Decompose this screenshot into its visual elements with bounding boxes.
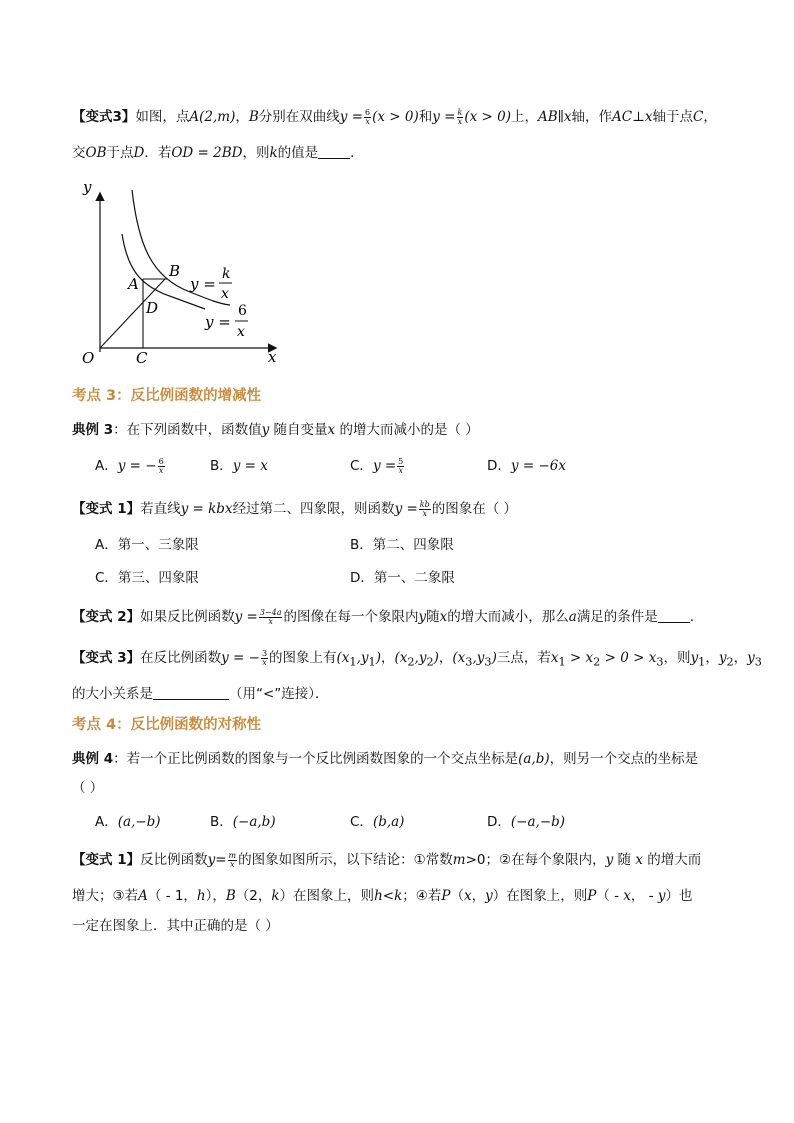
ex3-option-a[interactable] — [95, 456, 166, 476]
math: A(2,m) — [189, 109, 236, 125]
text: ．若 — [144, 145, 172, 161]
numerator: 6 — [158, 456, 164, 466]
text: D． — [487, 458, 511, 474]
v4-question-line1 — [72, 850, 701, 870]
math: OD = 2BD — [171, 145, 243, 161]
math: ,y — [414, 650, 427, 666]
numerator: 3−4a — [259, 607, 282, 617]
ex3-question — [72, 420, 479, 440]
answer-blank — [318, 144, 350, 159]
numerator: m — [228, 850, 237, 860]
numerator: k — [457, 107, 463, 117]
fraction — [158, 458, 165, 475]
math: ) — [433, 650, 439, 666]
text: 交 — [72, 145, 86, 161]
subscript: 2 — [426, 655, 434, 669]
math: h — [374, 888, 383, 904]
math: C — [692, 109, 704, 125]
v3-question-line1 — [72, 648, 762, 673]
math: ) — [491, 650, 497, 666]
q1-tag: 【变式3】 — [72, 109, 136, 125]
math: y — [418, 609, 427, 625]
subscript: 3 — [656, 655, 664, 669]
inequality — [550, 650, 664, 669]
math: y = — [339, 109, 364, 125]
math: P — [441, 888, 451, 904]
text: （ - — [596, 888, 624, 904]
ex3-option-b[interactable] — [210, 456, 268, 476]
ex3-tag: 典例 3 — [72, 422, 114, 438]
answer-blank — [658, 608, 690, 623]
point-1 — [336, 650, 381, 669]
math: y = −6x — [510, 458, 566, 474]
curve-k-num: k — [222, 266, 231, 282]
denominator: x — [422, 508, 428, 518]
text: ． — [689, 609, 704, 625]
text: >0；②在每个象限内， — [465, 852, 606, 868]
math: y — [690, 650, 699, 666]
subscript: 1 — [698, 655, 706, 669]
v4-tag: 【变式 1】 — [72, 852, 141, 868]
text: ：在下列函数中，函数值 — [113, 422, 262, 438]
y-axis-label: y — [83, 178, 92, 196]
math: ,y — [472, 650, 485, 666]
curve-6-num: 6 — [238, 303, 247, 319]
text: C． — [350, 458, 373, 474]
text: ， — [235, 109, 249, 125]
text: ，则 — [663, 650, 691, 666]
hyperbola-graph — [70, 172, 290, 367]
text: 若直线 — [140, 501, 181, 517]
text: 的增大而减小的是（ ） — [335, 422, 479, 438]
section-3-title: 考点 3：反比例函数的增减性 — [72, 388, 262, 404]
ex4-option-a[interactable] — [95, 812, 161, 832]
v1-tag: 【变式 1】 — [72, 501, 141, 517]
text: 分别在双曲线 — [258, 109, 340, 125]
math: x — [623, 888, 631, 904]
curve-6-label: y = — [205, 313, 231, 331]
math: (x — [452, 650, 466, 666]
text: 的大小关系是 — [72, 686, 153, 702]
answer-blank — [153, 685, 229, 700]
numerator: 6 — [365, 107, 371, 117]
text: ）在图象上，则 — [279, 888, 375, 904]
denominator: x — [262, 657, 267, 667]
section-4-title: 考点 4：反比例函数的对称性 — [72, 717, 262, 733]
text: （ — [450, 888, 464, 904]
label-a: A — [128, 275, 139, 293]
text: ． — [350, 145, 364, 161]
text: 三点，若 — [496, 650, 551, 666]
text: ， — [705, 650, 719, 666]
numerator: 3 — [261, 648, 268, 658]
math: (a,−b) — [117, 814, 161, 830]
math: ) — [375, 650, 381, 666]
text: ， — [380, 650, 395, 666]
math: (−a,b) — [232, 814, 276, 830]
math: B — [248, 109, 259, 125]
math: (x > 0) — [372, 109, 419, 125]
math: x — [463, 888, 472, 904]
v1-option-b[interactable]: B．第二、四象限 — [350, 537, 454, 553]
x-axis-label: x — [268, 348, 277, 366]
ex4-option-d[interactable] — [487, 812, 565, 832]
label-d: D — [146, 299, 159, 317]
text: 满足的条件是 — [576, 609, 658, 625]
text: B． — [210, 458, 233, 474]
text: 的图像在每一个象限内 — [283, 609, 419, 625]
text: ， — [703, 109, 717, 125]
text: 如图，点 — [135, 109, 190, 125]
subscript: 2 — [726, 655, 734, 669]
text: B． — [210, 814, 233, 830]
v3-question-line2 — [72, 684, 329, 704]
math: y= — [207, 852, 227, 868]
fraction — [397, 458, 404, 475]
math: OB — [85, 145, 107, 161]
v1-question — [72, 499, 517, 519]
math: y = — [432, 109, 456, 125]
numerator: 5 — [398, 456, 404, 466]
ex4-option-c[interactable] — [350, 812, 404, 832]
text: ，则 — [242, 145, 270, 161]
math: y — [718, 650, 727, 666]
math: > x — [565, 650, 594, 666]
math: x — [550, 650, 559, 666]
curve-k-den: x — [221, 286, 229, 302]
denominator: x — [457, 116, 463, 126]
label-o: O — [82, 349, 95, 367]
denominator: x — [158, 465, 164, 475]
denominator: x — [365, 116, 370, 126]
text: 和 — [418, 109, 433, 125]
math: (x > 0) — [464, 109, 511, 125]
text: ）在图象上，则 — [492, 888, 588, 904]
math: a — [568, 609, 577, 625]
text: ：若一个正比例函数的图象与一个反比例函数图象的一个交点坐标是 — [113, 751, 519, 767]
math: y = x — [232, 458, 268, 474]
text: 经过第二、四象限，则函数 — [232, 501, 395, 517]
text: 反比例函数 — [140, 852, 208, 868]
text: 上， — [511, 109, 538, 125]
math: y = − — [117, 458, 157, 474]
math: (b,a) — [372, 814, 405, 830]
curve-6-den: x — [237, 324, 245, 340]
math: ∥ — [557, 109, 564, 125]
text: ，则另一个交点的坐标是 — [549, 751, 699, 767]
subscript: 1 — [368, 655, 376, 669]
v4-question-line2 — [72, 886, 693, 906]
text: 于点 — [106, 145, 134, 161]
math: x — [439, 609, 448, 625]
math: x — [327, 422, 336, 438]
math: (a,b) — [518, 751, 550, 767]
text: 增大；③若 — [72, 888, 139, 904]
text: 的图象上有 — [269, 650, 337, 666]
text: < — [382, 888, 395, 904]
math: x — [563, 109, 572, 125]
text: 轴于点 — [652, 109, 693, 125]
math: ⊥ — [632, 109, 645, 125]
math: y = kbx — [180, 501, 233, 517]
text: 随 — [613, 852, 636, 868]
denominator: x — [268, 616, 273, 626]
math: y = — [394, 501, 418, 517]
math: (x — [336, 650, 350, 666]
text: ， — [438, 650, 453, 666]
curve-k-label: y = — [190, 275, 216, 293]
math: (−a,−b) — [510, 814, 566, 830]
text: 随 — [426, 609, 440, 625]
q1-line2 — [72, 143, 364, 163]
curve-y-6-over-x — [122, 234, 205, 309]
math: h — [196, 888, 206, 904]
text: （用“<”连接）． — [229, 686, 329, 702]
v1-option-a[interactable]: A．第一、三象限 — [95, 537, 199, 553]
math: y = — [234, 609, 258, 625]
ex3-option-c[interactable] — [350, 456, 405, 476]
fraction — [419, 501, 431, 518]
text: ， — [471, 888, 486, 904]
ex3-option-d[interactable] — [487, 456, 566, 476]
math: m — [452, 852, 466, 868]
v4-question-line3: 一定在图象上．其中正确的是（ ） — [72, 918, 279, 934]
point-2 — [394, 650, 439, 669]
text: C． — [350, 814, 373, 830]
text: D． — [487, 814, 511, 830]
math: y — [261, 422, 270, 438]
text: （ - 1， — [147, 888, 197, 904]
subscript: 3 — [465, 655, 473, 669]
math: x — [644, 109, 653, 125]
math: k — [271, 888, 280, 904]
ex4-tag: 典例 4 — [72, 751, 114, 767]
math: > 0 > x — [600, 650, 657, 666]
math: k — [394, 888, 403, 904]
text: A． — [95, 814, 118, 830]
math: (x — [394, 650, 408, 666]
math: y — [657, 888, 666, 904]
math: B — [225, 888, 236, 904]
math: k — [269, 145, 278, 161]
ex4-question-line1 — [72, 749, 698, 769]
math: ,y — [356, 650, 369, 666]
fraction — [259, 609, 283, 626]
text: 的增大而减小，那么 — [447, 609, 569, 625]
v1-option-c[interactable]: C．第三、四象限 — [95, 570, 199, 586]
v2-question — [72, 607, 703, 627]
text: （2， — [235, 888, 272, 904]
math: D — [133, 145, 145, 161]
math: P — [587, 888, 597, 904]
fraction — [364, 109, 371, 126]
math: A — [138, 888, 148, 904]
text: 的图象在（ ） — [431, 501, 518, 517]
subscript: 2 — [593, 655, 601, 669]
math: y = − — [221, 650, 260, 666]
denominator: x — [230, 859, 235, 869]
text: 如果反比例函数 — [140, 609, 235, 625]
q1-line1 — [72, 107, 717, 127]
subscript: 3 — [484, 655, 492, 669]
text: ）， — [205, 888, 226, 904]
math: x — [635, 852, 643, 868]
text: ；④若 — [402, 888, 442, 904]
fraction — [457, 109, 464, 126]
ex4-question-line2: （ ） — [72, 780, 104, 796]
math: y — [605, 852, 614, 868]
label-c: C — [136, 349, 148, 367]
subscript: 2 — [407, 655, 415, 669]
text: 随自变量 — [269, 422, 328, 438]
text: ， - — [630, 888, 658, 904]
text: 在反比例函数 — [140, 650, 222, 666]
text: 的图象如图所示，以下结论：①常数 — [238, 852, 453, 868]
subscript: 3 — [754, 655, 762, 669]
text: A． — [95, 458, 118, 474]
point-3 — [452, 650, 497, 669]
subscript: 1 — [558, 655, 566, 669]
fraction — [261, 650, 268, 667]
math: AC — [612, 109, 633, 125]
ex4-option-b[interactable] — [210, 812, 276, 832]
label-b: B — [169, 262, 181, 280]
text: 的值是 — [277, 145, 319, 161]
text: ）也 — [665, 888, 693, 904]
numerator: kb — [419, 499, 430, 509]
math: y — [485, 888, 493, 904]
text: ， — [733, 650, 748, 666]
text: 轴，作 — [571, 109, 613, 125]
math: AB — [538, 109, 558, 125]
subscript: 1 — [349, 655, 357, 669]
fraction — [228, 852, 238, 869]
v2-tag: 【变式 2】 — [72, 609, 141, 625]
math: y = — [372, 458, 397, 474]
denominator: x — [398, 465, 403, 475]
v1-option-d[interactable]: D．第一、二象限 — [350, 570, 455, 586]
math: y — [747, 650, 755, 666]
v3-tag: 【变式 3】 — [72, 650, 141, 666]
text: 的增大而 — [642, 852, 702, 868]
